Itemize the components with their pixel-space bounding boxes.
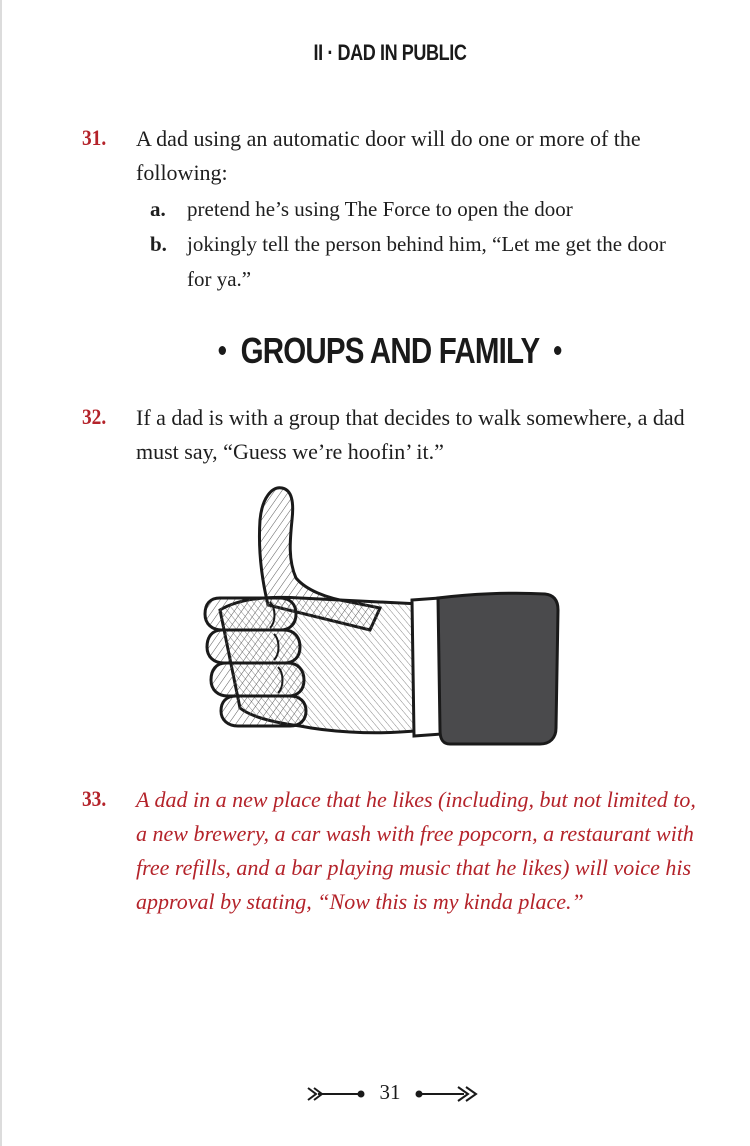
bullet-dot-icon <box>218 346 225 355</box>
option-letter: b. <box>150 232 167 256</box>
running-head: II · DAD IN PUBLIC <box>313 40 467 65</box>
entry-text: If a dad is with a group that decides to walk somewhere, a dad must say, “Guess we’re hoofin’ it.” <box>136 405 685 464</box>
entry-text: A dad using an automatic door will do one or more of the following: <box>136 126 641 185</box>
thumbs-up-hand-icon <box>150 480 610 770</box>
section-heading-text: GROUPS AND FAMILY <box>240 330 540 371</box>
entry-number: 32. <box>82 404 107 429</box>
option-text: jokingly tell the person behind him, “Let me get the door for ya.” <box>187 232 666 291</box>
entry-text: A dad in a new place that he likes (including, but not limited to, a new brewery, a car wash with free popcorn, a restaurant with free refills, and a bar playing music that he likes) will voice his approval by stating, “Now this is my kinda place.” <box>136 787 696 914</box>
entry-number: 31. <box>82 125 107 150</box>
left-arrow-ornament-icon <box>306 1084 366 1104</box>
bullet-dot-icon <box>554 346 561 355</box>
page-number: 31 <box>379 1080 401 1104</box>
entry-number: 33. <box>82 786 107 811</box>
page-edge-rule <box>0 0 2 1146</box>
option-text: pretend he’s using The Force to open the door <box>187 197 573 221</box>
option-letter: a. <box>150 197 166 221</box>
thumbs-up-illustration <box>150 480 610 770</box>
page-folio <box>0 1080 750 1110</box>
section-heading <box>70 330 710 372</box>
right-arrow-ornament-icon <box>414 1084 478 1104</box>
